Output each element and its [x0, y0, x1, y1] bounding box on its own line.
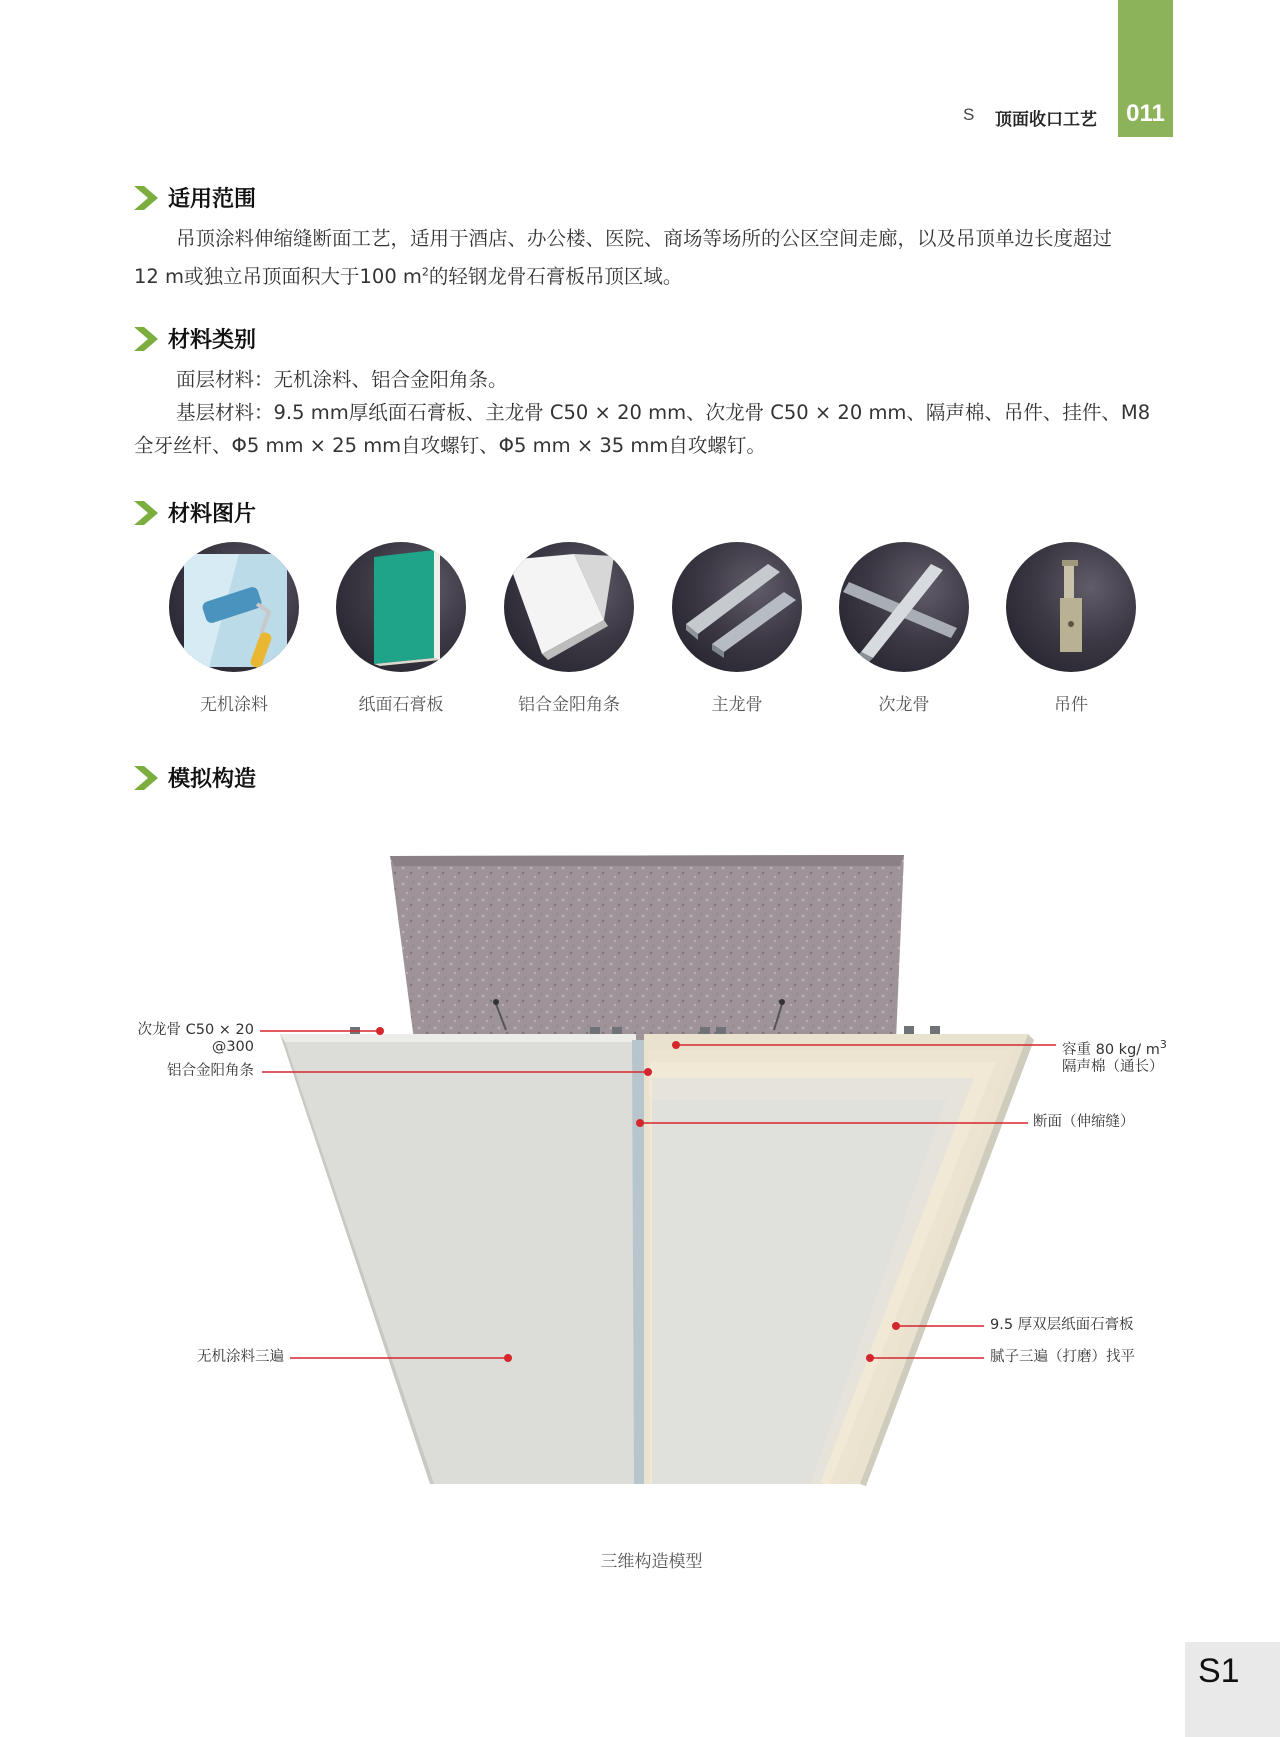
diagram-caption: 三维构造模型 [600, 1552, 703, 1572]
material-label-gypsum: 纸面石膏板 [358, 695, 444, 715]
chevron-right-icon [134, 327, 162, 351]
label-putty: 腻子三遍（打磨）找平 [990, 1349, 1135, 1365]
hanger-icon [1006, 542, 1136, 672]
paint-roller-icon [169, 542, 299, 672]
label-insulation: 容重 80 kg/ $m^3$ 隔声棉（通长） [1062, 1038, 1167, 1075]
concrete-slab [390, 855, 904, 1040]
label-corner-strip: 铝合金阳角条 [167, 1063, 254, 1079]
base-materials-line-2: 全牙丝杆、Φ5 mm × 25 mm自攻螺钉、Φ5 mm × 35 mm自攻螺钉。 [134, 434, 766, 457]
scope-paragraph [134, 222, 1174, 293]
section-title: 材料类别 [168, 328, 257, 353]
section-scope-heading [134, 182, 256, 213]
main-keel-icon [672, 542, 802, 672]
chapter-title: 顶面收口工艺 [995, 110, 1097, 130]
section-title: 模拟构造 [168, 767, 257, 792]
surface-materials: 面层材料：无机涂料、铝合金阳角条。 [176, 368, 508, 391]
material-label-main-keel: 主龙骨 [711, 695, 763, 715]
material-label-coating: 无机涂料 [200, 695, 268, 715]
section-title: 材料图片 [168, 502, 257, 527]
label-double-board: 9.5 厚双层纸面石膏板 [990, 1317, 1134, 1333]
chevron-right-icon [134, 766, 162, 790]
label-coating: 无机涂料三遍 [197, 1349, 284, 1365]
label-section-joint: 断面（伸缩缝） [1033, 1114, 1135, 1130]
expansion-joint [632, 1040, 646, 1484]
section-title: 适用范围 [168, 187, 257, 212]
material-label-hanger: 吊件 [1054, 695, 1088, 715]
corner-tag: S1 [1198, 1652, 1240, 1690]
scope-line-1: 吊顶涂料伸缩缝断面工艺，适用于酒店、办公楼、医院、商场等场所的公区空间走廊，以及吊顶单边长度超过 [176, 227, 1113, 250]
gypsum-board-icon [336, 542, 466, 672]
section-construction-heading [134, 762, 256, 793]
corner-strip-icon [504, 542, 634, 672]
page-number: 011 [1126, 100, 1165, 127]
materials-paragraph [134, 363, 1174, 462]
material-label-corner-strip: 铝合金阳角条 [518, 695, 620, 715]
chevron-right-icon [134, 186, 162, 210]
scope-line-2: 12 m或独立吊顶面积大于100 $m^2$的轻钢龙骨石膏板吊顶区域。 [134, 264, 683, 288]
section-materials-heading [134, 323, 256, 354]
secondary-keel-icon [839, 542, 969, 672]
chapter-letter: S [963, 105, 975, 124]
material-label-secondary-keel: 次龙骨 [878, 695, 930, 715]
chevron-right-icon [134, 501, 162, 525]
base-materials-line-1: 基层材料：9.5 mm厚纸面石膏板、主龙骨 C50 × 20 mm、次龙骨 C50 × 20 mm、隔声棉、吊件、挂件、M8 [176, 401, 1151, 424]
section-pictures-heading [134, 497, 256, 528]
left-gypsum-board [280, 1034, 636, 1484]
label-secondary-keel: 次龙骨 C50 × 20 @300 [137, 1022, 254, 1055]
construction-3d-model [0, 800, 1280, 1520]
